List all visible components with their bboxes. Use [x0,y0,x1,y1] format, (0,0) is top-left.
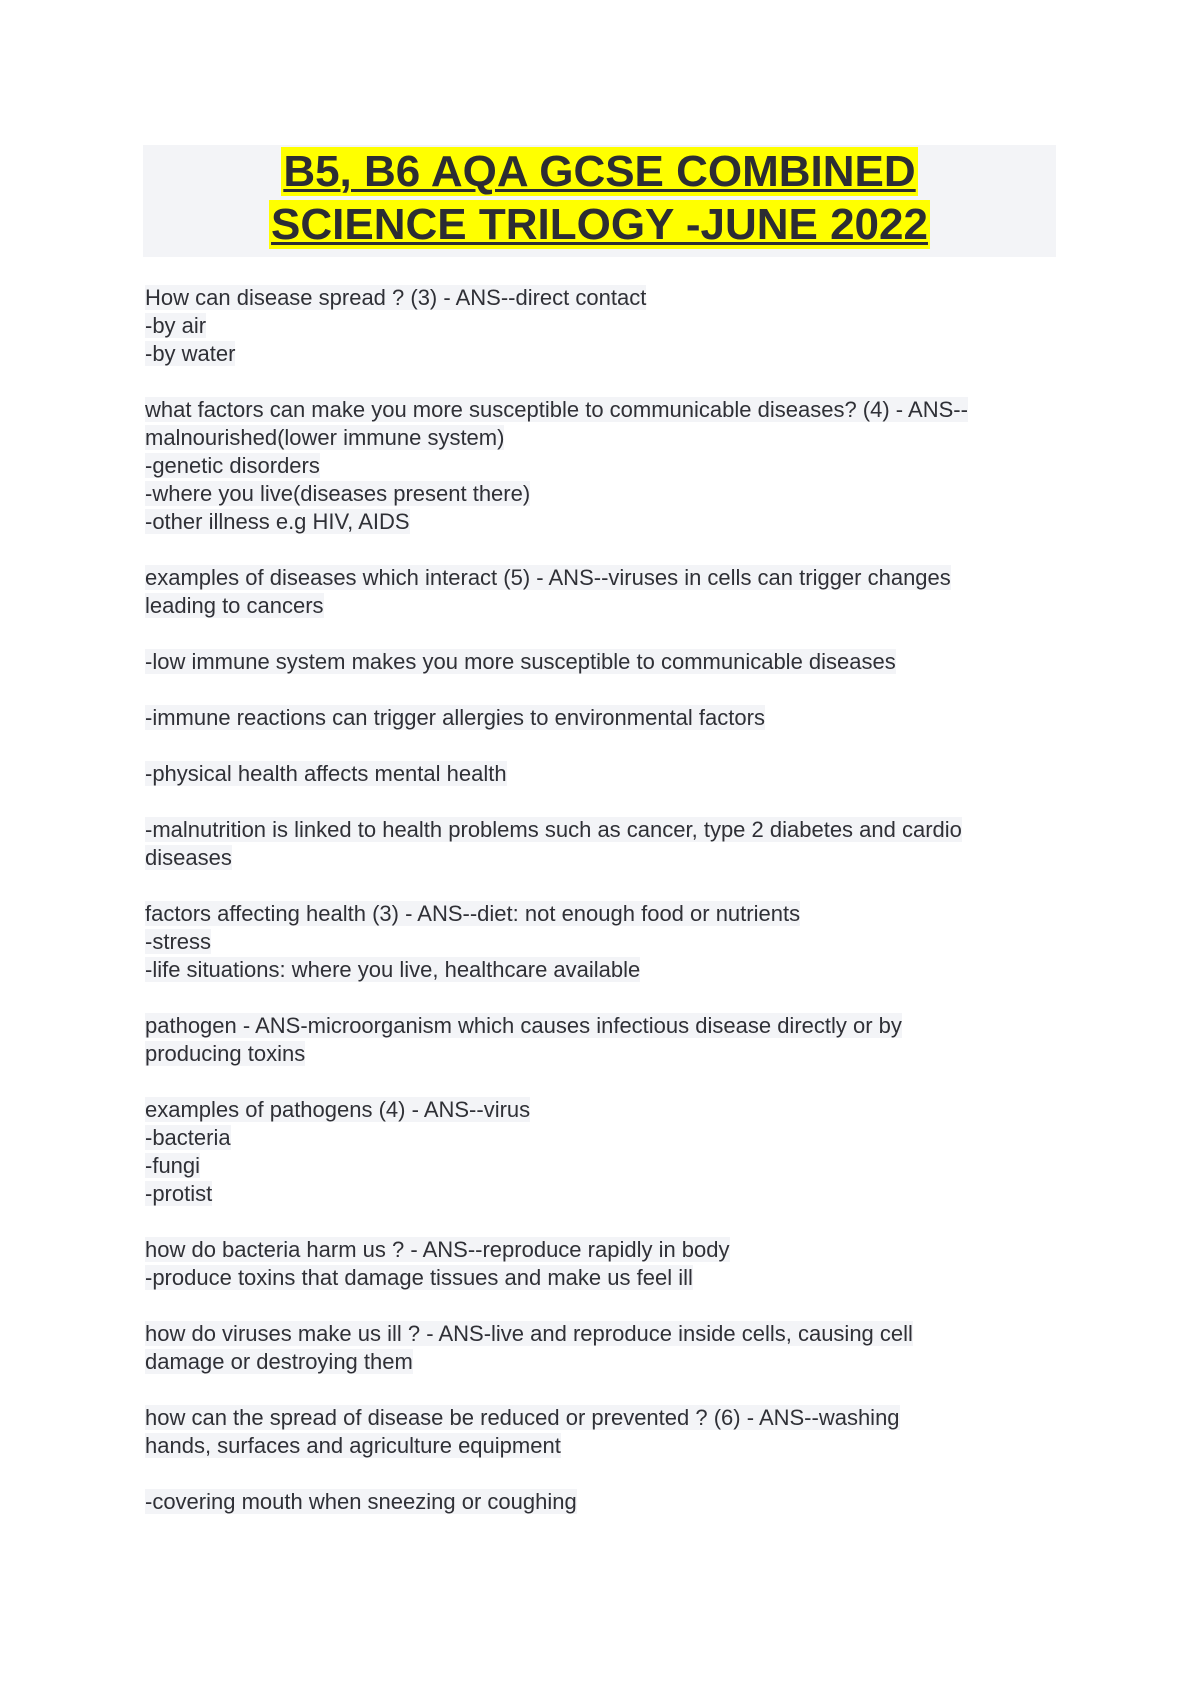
text-line [145,312,1055,340]
text-line-content: leading to cancers [145,593,324,618]
text-line-content: -stress [145,929,211,954]
title-block [143,145,1056,257]
qa-block [145,816,1055,872]
text-line-content: diseases [145,845,232,870]
text-line-content: -produce toxins that damage tissues and make us feel ill [145,1265,693,1290]
text-line [145,1040,1055,1068]
text-line-content: producing toxins [145,1041,306,1066]
text-line-content: factors affecting health (3) - ANS--diet: not enough food or nutrients [145,901,801,926]
text-line-content: -genetic disorders [145,453,320,478]
text-line-content: -malnutrition is linked to health problems such as cancer, type 2 diabetes and cardio [145,817,962,842]
text-line [145,452,1055,480]
qa-block [145,1096,1055,1208]
text-line [145,1236,1055,1264]
text-line [145,480,1055,508]
text-line-content: -where you live(diseases present there) [145,481,531,506]
text-line-content: -bacteria [145,1125,231,1150]
text-line-content: How can disease spread ? (3) - ANS--direct contact [145,285,647,310]
text-line [145,564,1055,592]
qa-block [145,1012,1055,1068]
text-line [145,396,1055,424]
text-line-content: -life situations: where you live, healthcare available [145,957,641,982]
text-line [145,1180,1055,1208]
text-line-content: -protist [145,1181,213,1206]
text-line [145,1320,1055,1348]
text-line [145,1432,1055,1460]
document-body [145,284,1055,1544]
text-line [145,1404,1055,1432]
text-line [145,1152,1055,1180]
text-line-content: malnourished(lower immune system) [145,425,505,450]
title-line-2 [143,198,1056,251]
text-line [145,284,1055,312]
qa-block [145,1488,1055,1516]
text-line [145,648,1055,676]
text-line-content: -physical health affects mental health [145,761,507,786]
text-line [145,1096,1055,1124]
text-line-content: -covering mouth when sneezing or coughing [145,1489,577,1514]
qa-block [145,760,1055,788]
text-line [145,900,1055,928]
qa-block [145,396,1055,536]
qa-block [145,1236,1055,1292]
qa-block [145,704,1055,732]
text-line [145,760,1055,788]
text-line-content: examples of pathogens (4) - ANS--virus [145,1097,531,1122]
text-line-content: -by water [145,341,236,366]
text-line-content: pathogen - ANS-microorganism which causes infectious disease directly or by [145,1013,902,1038]
text-line-content: -fungi [145,1153,201,1178]
text-line-content: how do viruses make us ill ? - ANS-live and reproduce inside cells, causing cell [145,1321,913,1346]
text-line [145,340,1055,368]
title-text-1: B5, B6 AQA GCSE COMBINED [283,147,916,196]
text-line-content: how do bacteria harm us ? - ANS--reproduce rapidly in body [145,1237,730,1262]
text-line [145,424,1055,452]
title-text-2: SCIENCE TRILOGY -JUNE 2022 [271,200,928,249]
text-line [145,1264,1055,1292]
text-line [145,816,1055,844]
title-line-1 [143,145,1056,198]
text-line-content: what factors can make you more susceptible to communicable diseases? (4) - ANS-- [145,397,968,422]
text-line [145,928,1055,956]
text-line-content: how can the spread of disease be reduced or prevented ? (6) - ANS--washing [145,1405,900,1430]
text-line [145,704,1055,732]
text-line [145,1488,1055,1516]
text-line [145,844,1055,872]
text-line [145,1012,1055,1040]
qa-block [145,900,1055,984]
text-line [145,1348,1055,1376]
text-line [145,956,1055,984]
qa-block [145,1404,1055,1460]
qa-block [145,1320,1055,1376]
text-line-content: damage or destroying them [145,1349,413,1374]
text-line-content: -by air [145,313,207,338]
text-line-content: -immune reactions can trigger allergies to environmental factors [145,705,765,730]
text-line [145,1124,1055,1152]
text-line [145,508,1055,536]
text-line-content: -low immune system makes you more susceptible to communicable diseases [145,649,896,674]
text-line-content: examples of diseases which interact (5) - ANS--viruses in cells can trigger changes [145,565,951,590]
text-line-content: -other illness e.g HIV, AIDS [145,509,410,534]
text-line-content: hands, surfaces and agriculture equipment [145,1433,561,1458]
qa-block [145,648,1055,676]
qa-block [145,564,1055,620]
text-line [145,592,1055,620]
qa-block [145,284,1055,368]
